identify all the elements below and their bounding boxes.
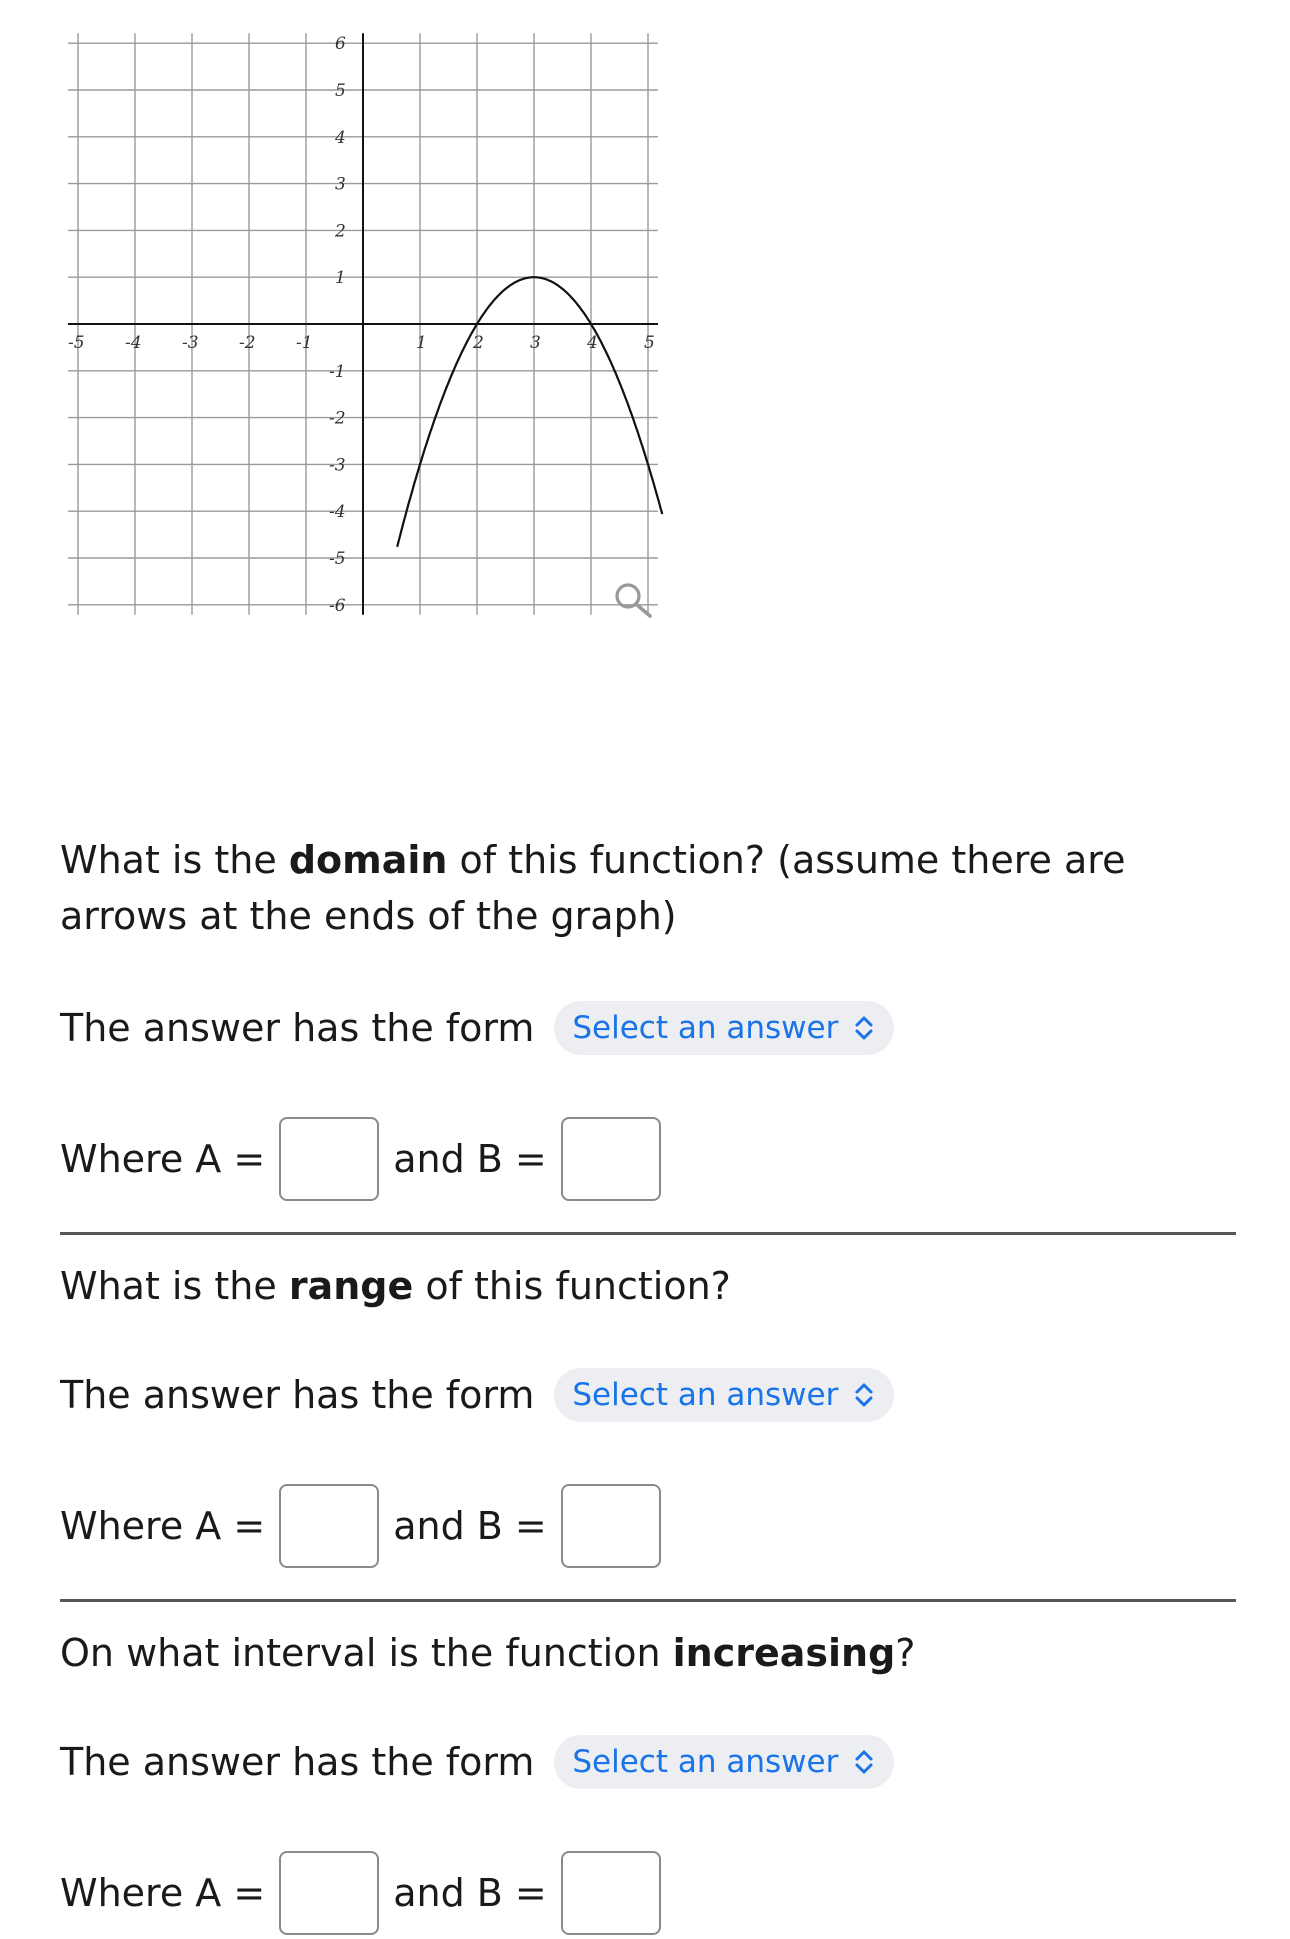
question-domain — [60, 832, 1240, 944]
x-tick-label: -2 — [239, 333, 256, 353]
range-prompt: What is the range of this function? — [60, 1264, 731, 1308]
y-tick-label: -2 — [329, 408, 346, 429]
x-tick-label: -1 — [296, 333, 313, 353]
form-label: The answer has the form — [60, 1373, 535, 1417]
increasing-form-row — [60, 1732, 1240, 1792]
domain-form-select[interactable] — [554, 1001, 894, 1055]
increasing-prompt: On what interval is the function increasing? — [60, 1631, 916, 1675]
and-b-label: and B = — [393, 1137, 547, 1181]
increasing-form-select[interactable] — [554, 1735, 894, 1789]
domain-prompt: What is the domain of this function? (assume there are arrows at the ends of the graph) — [60, 838, 1126, 938]
y-tick-label: -4 — [329, 502, 346, 523]
x-tick-label: 3 — [530, 333, 541, 353]
x-tick-label: 2 — [473, 333, 484, 353]
divider — [60, 1599, 1236, 1602]
range-form-row — [60, 1365, 1240, 1425]
increasing-ab-row — [60, 1849, 1240, 1937]
select-label: Select an answer — [572, 1377, 839, 1413]
y-tick-label: 5 — [335, 81, 346, 101]
domain-ab-row — [60, 1115, 1240, 1203]
y-tick-label: -6 — [329, 595, 346, 616]
form-label: The answer has the form — [60, 1006, 535, 1050]
magnifier-icon[interactable] — [617, 585, 650, 616]
updown-chevron-icon — [852, 1378, 876, 1412]
range-ab-row — [60, 1482, 1240, 1570]
y-tick-label: 3 — [335, 174, 346, 195]
range-b-input[interactable] — [561, 1484, 661, 1568]
x-tick-label: 1 — [416, 333, 427, 353]
x-tick-labels — [68, 333, 655, 353]
question-increasing — [60, 1625, 1240, 1681]
y-tick-label: 2 — [335, 221, 346, 242]
increasing-b-input[interactable] — [561, 1851, 661, 1935]
form-label: The answer has the form — [60, 1740, 535, 1784]
where-a-label: Where A = — [60, 1504, 266, 1548]
function-graph — [58, 24, 673, 624]
y-tick-label: 4 — [335, 127, 346, 148]
y-tick-label: -5 — [329, 549, 346, 569]
question-range — [60, 1258, 1240, 1314]
domain-form-row — [60, 998, 1240, 1058]
range-form-select[interactable] — [554, 1368, 894, 1422]
domain-b-input[interactable] — [561, 1117, 661, 1201]
increasing-a-input[interactable] — [279, 1851, 379, 1935]
parabola-curve — [397, 277, 662, 547]
x-tick-label: 4 — [587, 333, 598, 353]
graph-axes — [68, 33, 658, 615]
select-label: Select an answer — [572, 1010, 839, 1046]
y-tick-label: 6 — [335, 34, 346, 55]
where-a-label: Where A = — [60, 1137, 266, 1181]
divider — [60, 1232, 1236, 1235]
x-tick-label: -4 — [125, 333, 142, 353]
domain-a-input[interactable] — [279, 1117, 379, 1201]
x-tick-label: 5 — [644, 333, 655, 353]
y-tick-label: -1 — [329, 361, 346, 382]
y-tick-label: 1 — [335, 268, 346, 289]
updown-chevron-icon — [852, 1745, 876, 1779]
range-a-input[interactable] — [279, 1484, 379, 1568]
updown-chevron-icon — [852, 1011, 876, 1045]
where-a-label: Where A = — [60, 1871, 266, 1915]
and-b-label: and B = — [393, 1504, 547, 1548]
y-tick-label: -3 — [329, 455, 346, 476]
and-b-label: and B = — [393, 1871, 547, 1915]
x-tick-label: -3 — [182, 333, 199, 353]
select-label: Select an answer — [572, 1744, 839, 1780]
x-tick-label: -5 — [68, 333, 85, 353]
